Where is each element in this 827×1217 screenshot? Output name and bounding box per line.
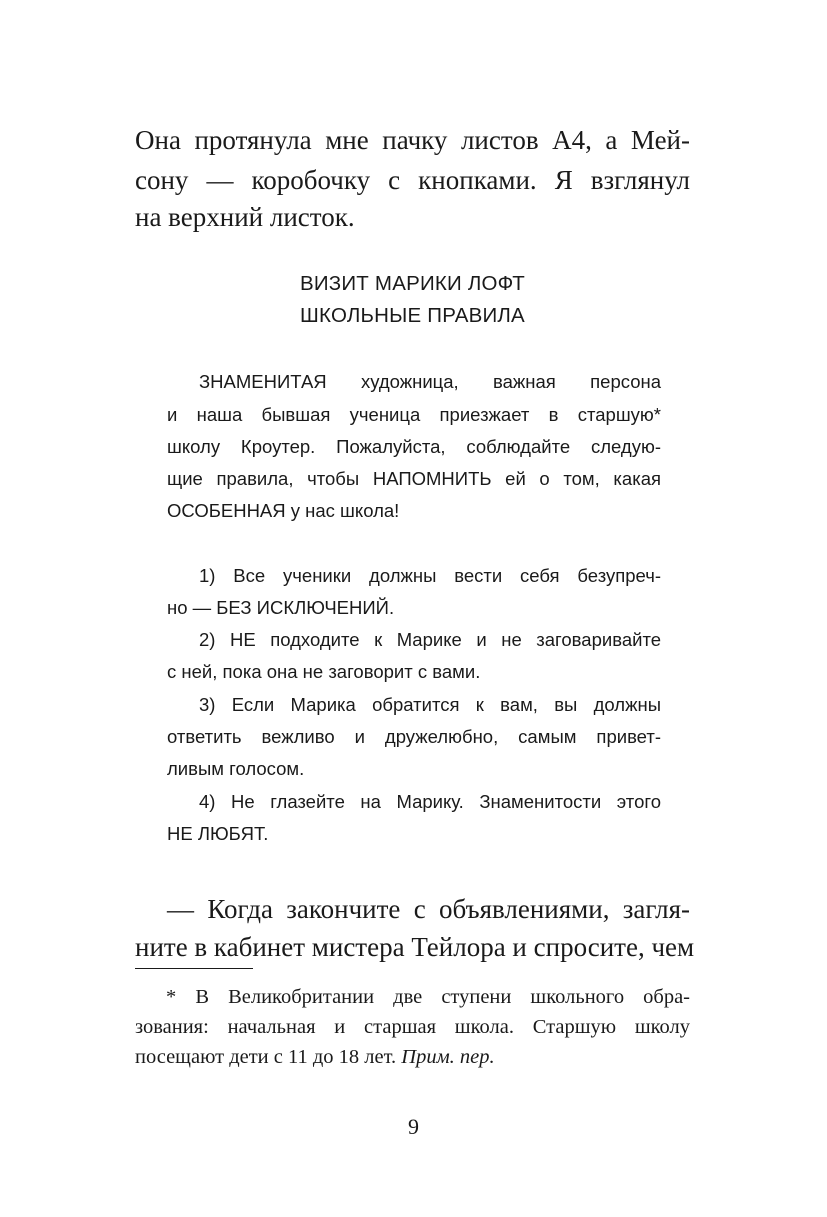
intro-line-1: Она протянула мне пачку листов А4, а Мей- [135, 125, 690, 155]
notice-paragraph-line-5: ОСОБЕННАЯ у нас школа! [167, 500, 400, 521]
footnote-line-3 [135, 1042, 690, 1072]
intro-line-2: сону — коробочку с кнопками. Я взглянул [135, 165, 690, 195]
notice-paragraph-line-3: школу Кроутер. Пожалуйста, соблюдайте следую- [167, 436, 661, 457]
footnote-line-2: зования: начальная и старшая школа. Старшую школу [135, 1016, 690, 1038]
rule-1-line-1: 1) Все ученики должны вести себя безупреч- [199, 565, 661, 586]
footnote-line-3-text: посещают дети с 11 до 18 лет. [135, 1046, 402, 1068]
notice-subtitle: ШКОЛЬНЫЕ ПРАВИЛА [300, 304, 525, 327]
page-number: 9 [408, 1114, 419, 1139]
translator-note: Прим. пер. [401, 1046, 495, 1068]
notice-paragraph-line-2: и наша бывшая ученица приезжает в старшую* [167, 404, 661, 425]
rule-4-line-2: НЕ ЛЮБЯТ. [167, 823, 269, 844]
continuation-line-1: — Когда закончите с объявлениями, загля- [167, 894, 690, 924]
rule-3-line-1: 3) Если Марика обратится к вам, вы должны [199, 694, 661, 715]
notice-title: ВИЗИТ МАРИКИ ЛОФТ [299, 272, 526, 295]
rule-3-line-3: ливым голосом. [167, 758, 305, 779]
rule-3-line-2: ответить вежливо и дружелюбно, самым привет- [167, 726, 661, 747]
intro-line-3: на верхний листок. [135, 202, 355, 232]
continuation-line-2: ните в кабинет мистера Тейлора и спросите, чем [135, 932, 695, 962]
notice-paragraph-line-4: щие правила, чтобы НАПОМНИТЬ ей о том, какая [167, 468, 661, 489]
footnote-divider [135, 968, 253, 969]
footnote-line-1: * В Великобритании две ступени школьного обра- [166, 986, 690, 1008]
rule-2-line-1: 2) НЕ подходите к Марике и не заговаривайте [199, 629, 661, 650]
rule-4-line-1: 4) Не глазейте на Марику. Знаменитости этого [199, 791, 661, 812]
rule-1-line-2: но — БЕЗ ИСКЛЮЧЕНИЙ. [167, 597, 395, 618]
notice-paragraph-line-1: ЗНАМЕНИТАЯ художница, важная персона [199, 371, 661, 392]
rule-2-line-2: с ней, пока она не заговорит с вами. [167, 661, 481, 682]
